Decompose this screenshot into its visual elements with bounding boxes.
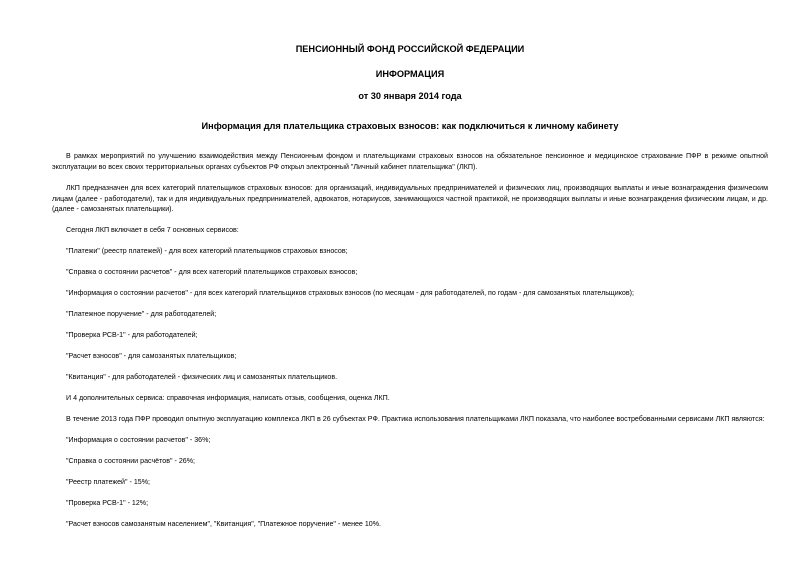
- service-item: "Квитанция" - для работодателей - физических лиц и самозанятых плательщиков.: [66, 373, 338, 381]
- service-item: "Информация о состоянии расчетов" - для всех категорий плательщиков страховых взносов (по месяцам - для работодателей, по годам - для самозанятых плательщиков);: [66, 289, 634, 297]
- service-item: "Платежи" (реестр платежей) - для всех категорий плательщиков страховых взносов;: [66, 247, 348, 255]
- services-intro: Сегодня ЛКП включает в себя 7 основных сервисов:: [66, 226, 239, 234]
- stat-item: "Информация о состоянии расчетов" - 36%;: [66, 436, 211, 444]
- extra-services: И 4 дополнительных сервиса: справочная информация, написать отзыв, сообщения, оценка ЛКП.: [66, 394, 390, 402]
- stat-item: "Реестр платежей" - 15%;: [66, 478, 150, 486]
- stat-item: "Справка о состоянии расчётов" - 26%;: [66, 457, 195, 465]
- stat-item: "Проверка РСВ-1" - 12%;: [66, 499, 149, 507]
- document-title: Информация для плательщика страховых взносов: как подключиться к личному кабинету: [201, 121, 619, 131]
- service-item: "Проверка РСВ-1" - для работодателей;: [66, 331, 198, 339]
- document-page: [52, 0, 768, 571]
- stat-item: "Расчет взносов самозанятым населением", "Квитанция", "Платежное поручение" - менее 10%.: [66, 520, 382, 528]
- document-date: от 30 января 2014 года: [358, 91, 462, 101]
- stats-intro: В течение 2013 года ПФР проводил опытную эксплуатацию комплекса ЛКП в 26 субъектах РФ. Практика использования плательщиками ЛКП показала, что наиболее востребованными сервисами ЛКП являются:: [66, 415, 765, 423]
- service-item: "Справка о состоянии расчетов" - для всех категорий плательщиков страховых взносов;: [66, 268, 358, 276]
- organization-heading: ПЕНСИОННЫЙ ФОНД РОССИЙСКОЙ ФЕДЕРАЦИИ: [295, 44, 525, 54]
- service-item: "Платежное поручение" - для работодателей;: [66, 310, 217, 318]
- paragraph-purpose: ЛКП предназначен для всех категорий плательщиков страховых взносов: для организаций, индивидуальных предпринимателей и физических лиц, производящих выплаты и иные вознаграждения физическим лицам (далее - работодатели), так и для индивидуальных предпринимателей, адвокатов, нотариусов, занимающихся частной практикой, не производящих выплаты и иные вознаграждения физическим лицам, и др. (далее - самозанятых плательщики).: [52, 184, 768, 213]
- paragraph-intro: В рамках мероприятий по улучшению взаимодействия между Пенсионным фондом и плательщиками страховых взносов на обязательное пенсионное и медицинское страхование ПФР в режиме опытной эксплуатации во всех своих территориальных органах субъектов РФ открыл электронный "Личный кабинет плательщика" (ЛКП).: [52, 152, 768, 171]
- service-item: "Расчет взносов" - для самозанятых плательщиков;: [66, 352, 237, 360]
- document-type-heading: ИНФОРМАЦИЯ: [375, 69, 445, 79]
